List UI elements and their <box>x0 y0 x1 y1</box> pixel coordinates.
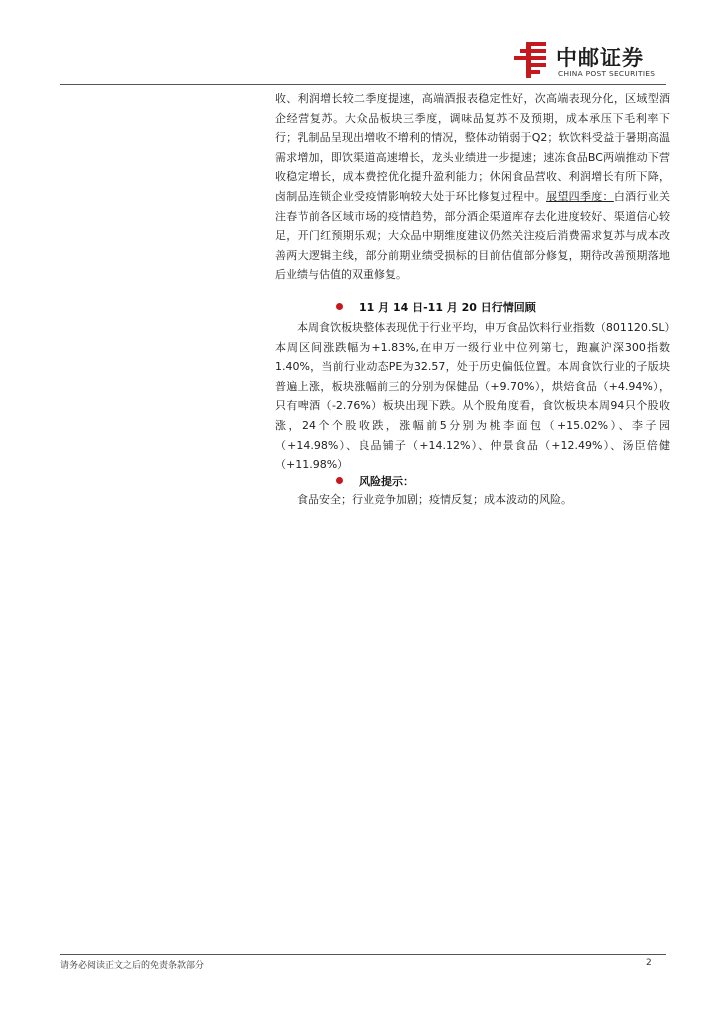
bullet-dot-icon <box>336 477 343 484</box>
section-risk-heading <box>336 473 414 489</box>
logo-english-name: CHINA POST SECURITIES <box>558 69 656 78</box>
paragraph-market-review-text: 本周食饮板块整体表现优于行业平均，申万食品饮料行业指数（801120.SL）本周区间涨跌幅为+1.83%,在申万一级行业中位列第七，跑赢沪深300指数1.40%，当前行业动态PE为32.57，处于历史偏低位置。本周食饮行业的子版块普遍上涨，板块涨幅前三的分别为保健品（+9.70%），烘焙食品（+4.94%），只有啤酒（-2.76%）板块出现下跌。从个股角度看，食饮板块本周94只个股收涨，24个个股收跌，涨幅前5分别为桃李面包（+15.02%）、李子园（+14.98%）、良品铺子（+14.12%）、仲景食品（+12.49%）、汤臣倍健（+11.98%） <box>275 321 670 472</box>
paragraph-outlook-text-2: 白酒行业关注春节前各区域市场的疫情趋势，部分酒企渠道库存去化进度较好、渠道信心较足，开门红预期乐观；大众品中期维度建议仍然关注疫后消费需求复苏与成本改善两大逻辑主线，部分前期业绩受损标的目前估值部分修复，期待改善预期落地后业绩与估值的双重修复。 <box>275 189 671 282</box>
page-number: 2 <box>646 958 652 968</box>
header-divider <box>60 84 666 85</box>
company-logo <box>512 42 672 82</box>
footer-divider <box>60 954 666 955</box>
bullet-dot-icon <box>336 303 343 310</box>
paragraph-outlook-text: 收、利润增长较二季度提速，高端酒报表稳定性好，次高端表现分化，区域型酒企经营复苏。大众品板块三季度，调味品复苏不及预期，成本承压下毛利率下行；乳制品呈现出增收不增利的情况，整体动销弱于Q2；软饮料受益于暑期高温需求增加，即饮渠道高速增长，龙头业绩进一步提速；速冻食品BC两端推动下营收稳定增长，成本费控优化提升盈利能力；休闲食品营收、利润增长有所下降，卤制品连锁企业受疫情影响较大处于环比修复过程中。 <box>275 92 670 203</box>
section-market-review-heading <box>336 299 536 315</box>
section-market-review-title: 11 月 14 日-11 月 20 日行情回顾 <box>359 301 536 314</box>
paragraph-outlook <box>275 89 670 285</box>
footer-disclaimer: 请务必阅读正文之后的免责条款部分 <box>60 961 205 971</box>
section-risk-title: 风险提示： <box>359 475 414 488</box>
logo-chinese-name: 中邮证券 <box>556 46 644 70</box>
china-post-logo-icon <box>512 42 552 80</box>
paragraph-market-review <box>275 318 670 475</box>
outlook-q4-label: 展望四季度： <box>546 189 614 203</box>
paragraph-risk-text: 食品安全；行业竞争加剧；疫情反复；成本波动的风险。 <box>297 493 572 506</box>
paragraph-risk <box>275 490 670 510</box>
